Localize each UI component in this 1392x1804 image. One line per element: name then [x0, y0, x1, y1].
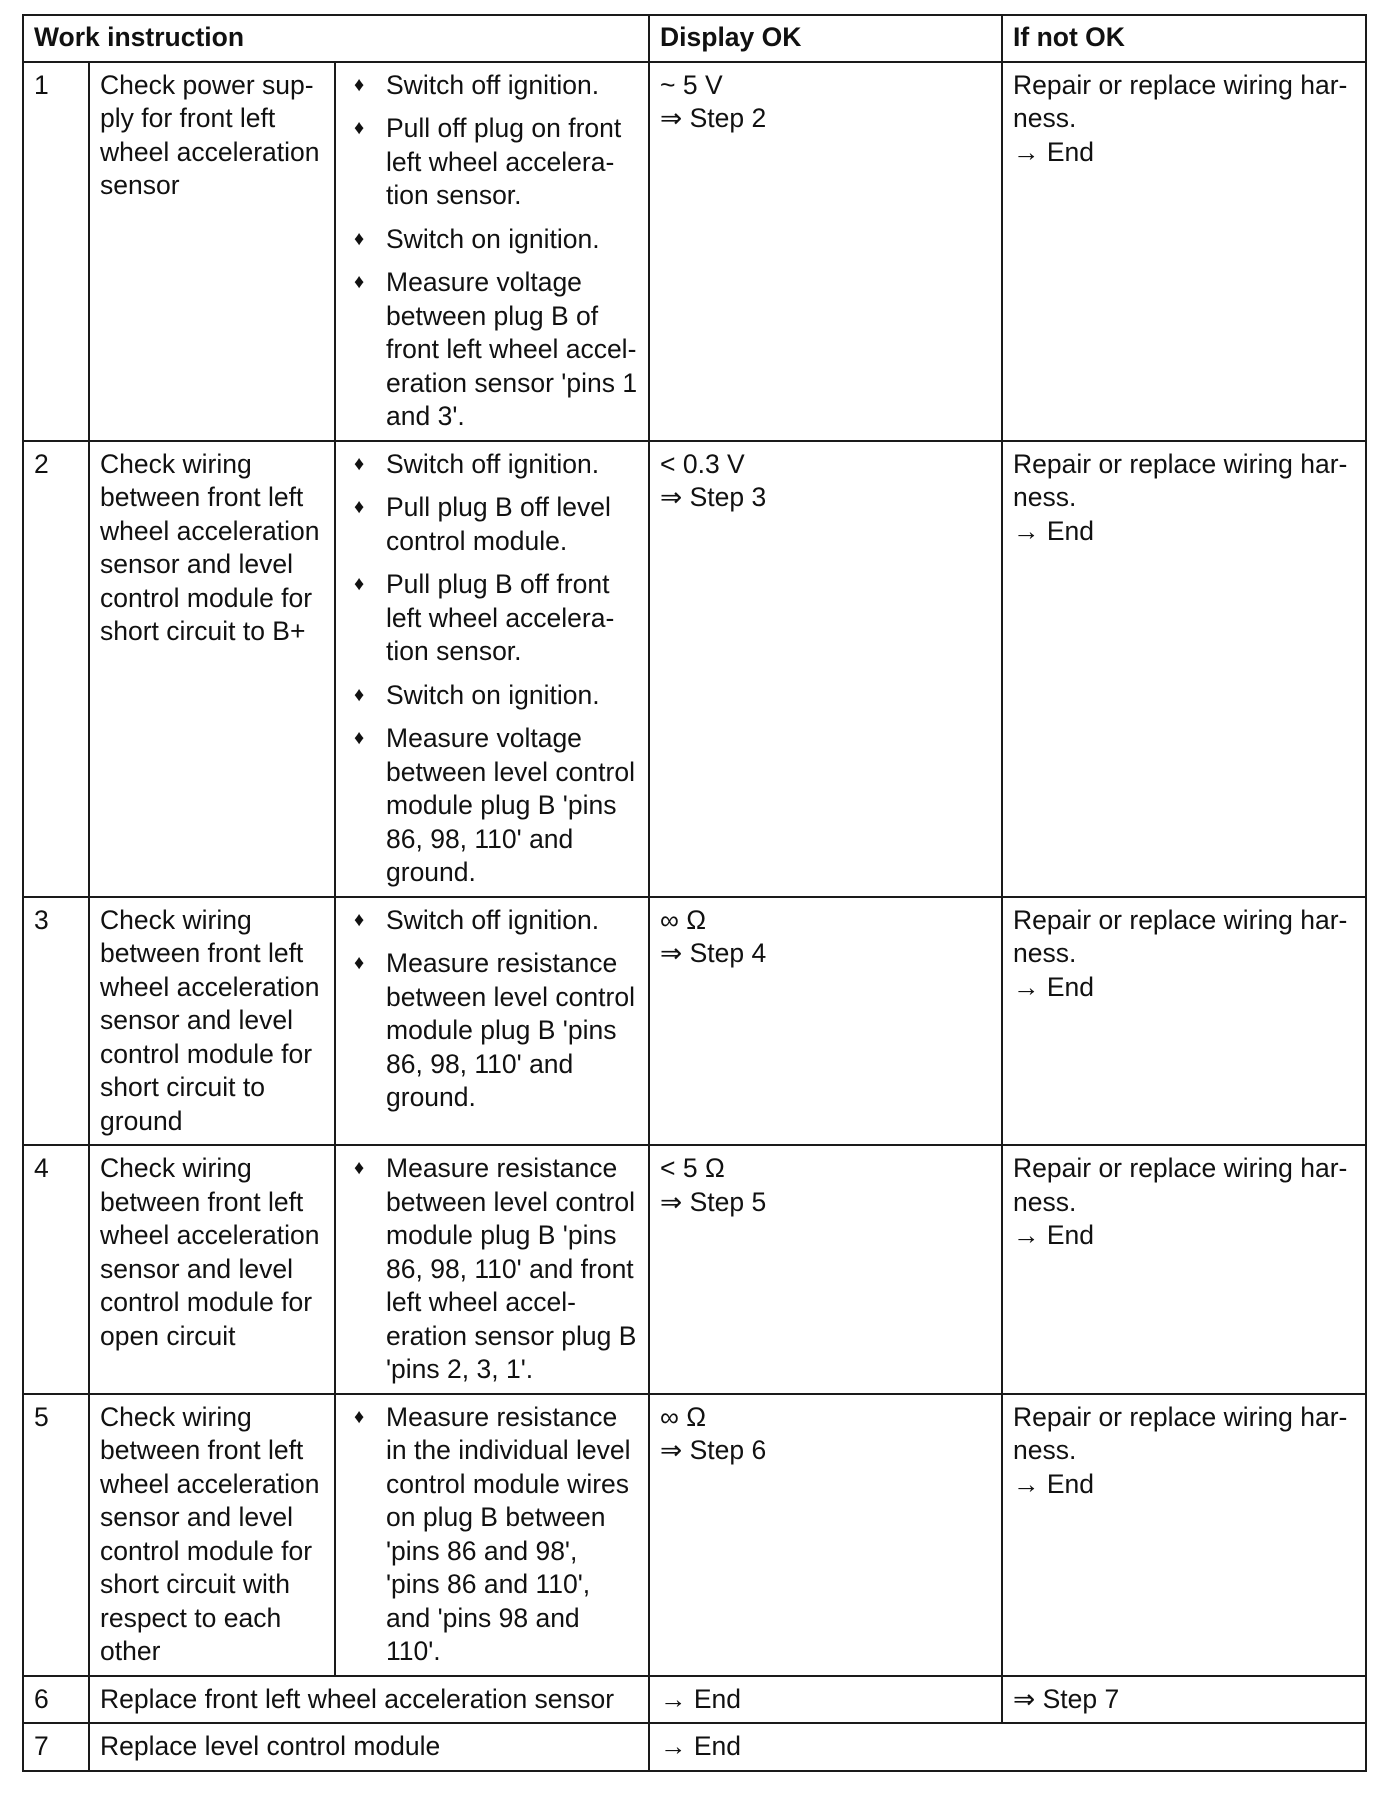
expected-value: < 0.3 V — [660, 448, 745, 479]
table-row — [23, 1145, 1366, 1394]
procedure-steps — [335, 1145, 649, 1394]
step-number: 2 — [23, 441, 89, 897]
diamond-bullet-icon: ♦ — [354, 573, 365, 595]
procedure-steps — [335, 897, 649, 1146]
end-link: → End — [1013, 1468, 1095, 1499]
step-text: Measure resistance in the individual level control module wires on plug B between 'pins 86 and 98', 'pins 86 and 110', and 'pins 98 and 110'. — [386, 1401, 631, 1666]
expected-value: ∞ Ω — [660, 904, 707, 935]
list-item — [346, 947, 638, 1115]
end-link: → End — [1013, 1220, 1095, 1250]
next-step-link: ⇒ Step 2 — [660, 103, 767, 133]
next-step-link: ⇒ Step 3 — [660, 482, 767, 512]
display-ok-cell — [649, 1145, 1002, 1394]
display-ok-cell — [649, 1394, 1002, 1676]
step-text: Pull plug B off level control module. — [386, 492, 611, 556]
step-text: Switch off ignition. — [386, 448, 600, 479]
step-number: 7 — [23, 1723, 89, 1771]
display-ok-next: → End — [649, 1723, 1366, 1771]
table-row — [23, 1394, 1366, 1676]
diamond-bullet-icon: ♦ — [354, 683, 365, 706]
procedure-steps — [335, 441, 649, 897]
if-not-ok-next: ⇒ Step 7 — [1002, 1676, 1366, 1724]
check-description: Check wiring between front left wheel acceleration sensor and level control module for short circuit to ground — [89, 897, 335, 1146]
list-item — [346, 112, 638, 213]
display-ok-cell — [649, 441, 1002, 897]
next-step-link: ⇒ Step 5 — [660, 1186, 767, 1217]
procedure-steps — [335, 62, 649, 441]
list-item — [346, 223, 638, 257]
diamond-bullet-icon: ♦ — [354, 452, 365, 475]
end-link: → End — [1013, 515, 1095, 546]
remedy-text: Repair or replace wiring har-ness. — [1013, 1401, 1348, 1465]
table-row-6 — [23, 1676, 1366, 1724]
step-action: Replace level control module — [89, 1723, 649, 1771]
list-item — [346, 722, 638, 890]
step-text: Switch off ignition. — [386, 904, 600, 935]
table-row — [23, 897, 1366, 1146]
list-item — [346, 904, 638, 938]
end-link: → End — [1013, 136, 1095, 167]
steps-list — [346, 1152, 638, 1387]
if-not-ok-cell — [1002, 441, 1366, 897]
remedy-text: Repair or replace wiring har-ness. — [1013, 1153, 1348, 1217]
list-item — [346, 448, 638, 482]
check-description: Check wiring between front left wheel acceleration sensor and level control module for short circuit to B+ — [89, 441, 335, 897]
check-description: Check wiring between front left wheel acceleration sensor and level control module for open circuit — [89, 1145, 335, 1394]
step-number: 6 — [23, 1676, 89, 1724]
if-not-ok-cell — [1002, 62, 1366, 441]
step-text: Pull plug B off front left wheel accelera-tion sensor. — [386, 569, 615, 666]
if-not-ok-cell — [1002, 897, 1366, 1146]
end-link: → End — [1013, 971, 1095, 1002]
step-text: Switch on ignition. — [386, 223, 600, 254]
step-number: 4 — [23, 1145, 89, 1394]
remedy-text: Repair or replace wiring har-ness. — [1013, 69, 1348, 133]
if-not-ok-cell — [1002, 1145, 1366, 1394]
procedure-steps — [335, 1394, 649, 1676]
check-description: Check wiring between front left wheel acceleration sensor and level control module for short circuit with respect to each other — [89, 1394, 335, 1676]
next-step-link: ⇒ Step 6 — [660, 1435, 767, 1465]
diamond-bullet-icon: ♦ — [354, 117, 365, 139]
table-row — [23, 62, 1366, 441]
next-step-link: ⇒ Step 4 — [660, 938, 767, 968]
diamond-bullet-icon: ♦ — [354, 727, 365, 749]
expected-value: ~ 5 V — [660, 69, 723, 100]
step-action: Replace front left wheel acceleration sensor — [89, 1676, 649, 1724]
table-row-7 — [23, 1723, 1366, 1771]
work-instruction-table — [22, 14, 1367, 1772]
list-item — [346, 491, 638, 558]
if-not-ok-cell — [1002, 1394, 1366, 1676]
remedy-text: Repair or replace wiring har-ness. — [1013, 448, 1348, 512]
check-description: Check power sup-ply for front left wheel acceleration sensor — [89, 62, 335, 441]
diamond-bullet-icon: ♦ — [354, 227, 365, 250]
header-display-ok: Display OK — [649, 15, 1002, 62]
step-text: Measure resistance between level control module plug B 'pins 86, 98, 110' and ground. — [386, 948, 635, 1112]
step-number: 5 — [23, 1394, 89, 1676]
list-item — [346, 679, 638, 713]
diamond-bullet-icon: ♦ — [354, 952, 365, 974]
step-number: 3 — [23, 897, 89, 1146]
diamond-bullet-icon: ♦ — [354, 271, 365, 293]
header-if-not-ok: If not OK — [1002, 15, 1366, 62]
header-row — [23, 15, 1366, 62]
list-item — [346, 1401, 638, 1669]
expected-value: ∞ Ω — [660, 1401, 707, 1432]
expected-value: < 5 Ω — [660, 1153, 725, 1183]
steps-list — [346, 904, 638, 1115]
step-text: Measure resistance between level control module plug B 'pins 86, 98, 110' and front left wheel accel-eration sensor plug B 'pins 2, 3, 1'. — [386, 1153, 637, 1384]
remedy-text: Repair or replace wiring har-ness. — [1013, 904, 1348, 968]
steps-list — [346, 1401, 638, 1669]
list-item — [346, 1152, 638, 1387]
step-text: Measure voltage between level control module plug B 'pins 86, 98, 110' and ground. — [386, 723, 635, 887]
diamond-bullet-icon: ♦ — [354, 1405, 365, 1428]
list-item — [346, 266, 638, 434]
list-item — [346, 69, 638, 103]
step-number: 1 — [23, 62, 89, 441]
diamond-bullet-icon: ♦ — [354, 908, 365, 931]
diamond-bullet-icon: ♦ — [354, 73, 365, 96]
step-text: Measure voltage between plug B of front left wheel accel-eration sensor 'pins 1 and 3'. — [386, 267, 638, 431]
header-work-instruction: Work instruction — [23, 15, 649, 62]
step-text: Switch off ignition. — [386, 69, 600, 100]
display-ok-cell — [649, 62, 1002, 441]
display-ok-next: → End — [649, 1676, 1002, 1724]
list-item — [346, 568, 638, 669]
steps-list — [346, 69, 638, 434]
step-text: Pull off plug on front left wheel accelera-tion sensor. — [386, 113, 622, 210]
display-ok-cell — [649, 897, 1002, 1146]
steps-list — [346, 448, 638, 890]
table-row — [23, 441, 1366, 897]
step-text: Switch on ignition. — [386, 679, 600, 710]
diamond-bullet-icon: ♦ — [354, 496, 365, 518]
diamond-bullet-icon: ♦ — [354, 1157, 365, 1179]
